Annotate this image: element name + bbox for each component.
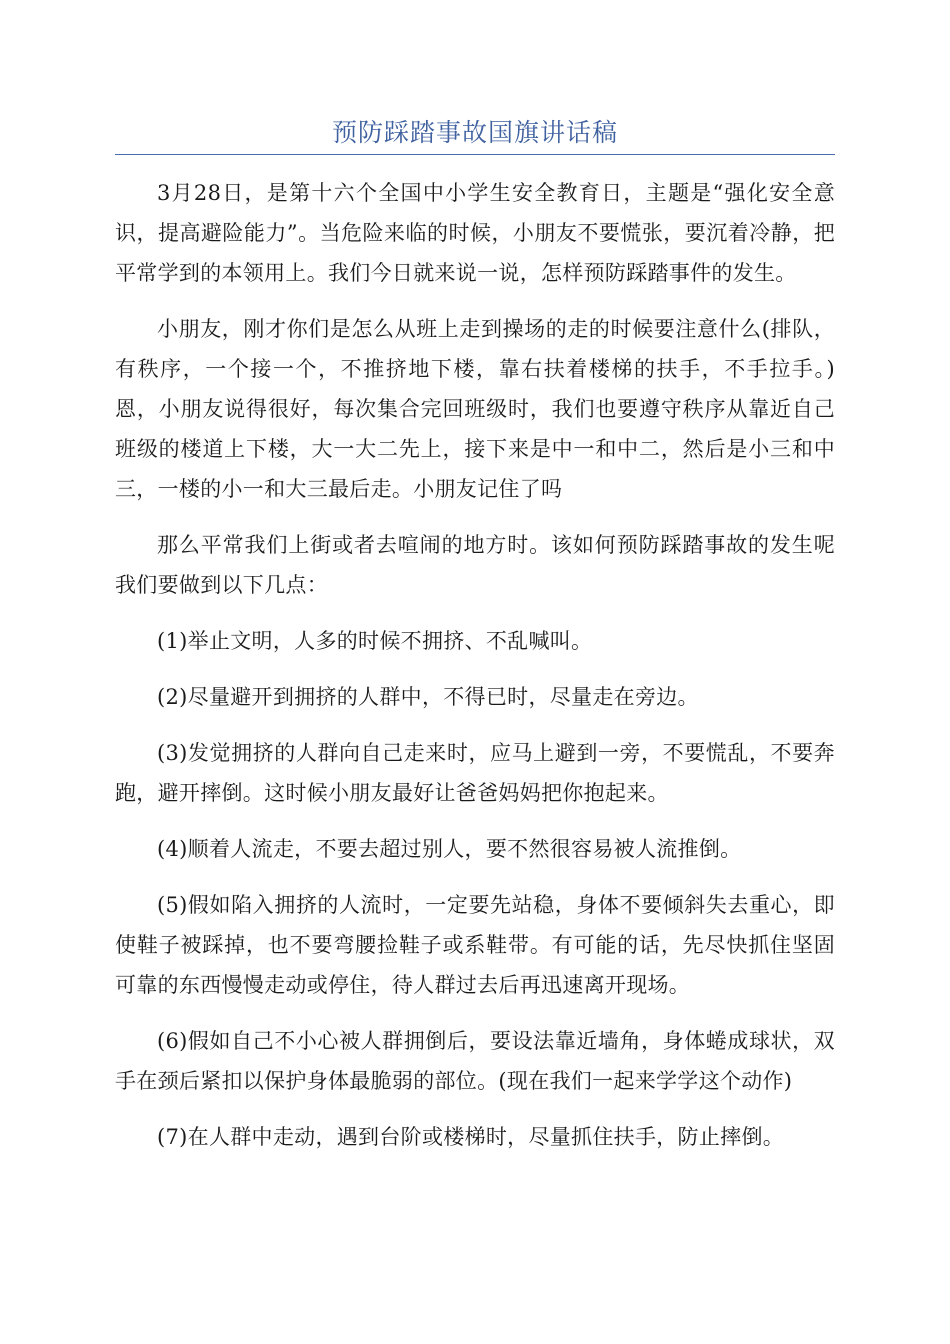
list-item-5: (5)假如陷入拥挤的人流时，一定要先站稳，身体不要倾斜失去重心，即使鞋子被踩掉，也不要弯腰捡鞋子或系鞋带。有可能的话，先尽快抓住坚固可靠的东西慢慢走动或停住，待人群过去后再迅速离开现场。: [115, 893, 835, 997]
title-underline: [115, 154, 835, 155]
list-item-7: (7)在人群中走动，遇到台阶或楼梯时，尽量抓住扶手，防止摔倒。: [157, 1125, 785, 1149]
paragraph-intro: 3月28日，是第十六个全国中小学生安全教育日，主题是“强化安全意识，提高避险能力”。当危险来临的时候，小朋友不要慌张，要沉着冷静，把平常学到的本领用上。我们今日就来说一说，怎样预防踩踏事件的发生。: [115, 181, 835, 285]
list-item-2: (2)尽量避开到拥挤的人群中，不得已时，尽量走在旁边。: [157, 685, 699, 709]
paragraph-how-to-prevent: 那么平常我们上街或者去喧闹的地方时。该如何预防踩踏事故的发生呢我们要做到以下几点：: [115, 533, 835, 597]
list-item-3: (3)发觉拥挤的人群向自己走来时，应马上避到一旁，不要慌乱，不要奔跑，避开摔倒。这时候小朋友最好让爸爸妈妈把你抱起来。: [115, 741, 835, 805]
document-body: [115, 173, 835, 1173]
paragraph-stairs: 小朋友，刚才你们是怎么从班上走到操场的走的时候要注意什么(排队，有秩序，一个接一个，不推挤地下楼，靠右扶着楼梯的扶手，不手拉手。)恩，小朋友说得很好，每次集合完回班级时，我们也要遵守秩序从靠近自己班级的楼道上下楼，大一大二先上，接下来是中一和中二，然后是小三和中三，一楼的小一和大三最后走。小朋友记住了吗: [115, 317, 835, 501]
document-title: 预防踩踏事故国旗讲话稿: [331, 118, 618, 147]
list-item-1: (1)举止文明，人多的时候不拥挤、不乱喊叫。: [157, 629, 593, 653]
list-item-4: (4)顺着人流走，不要去超过别人，要不然很容易被人流推倒。: [157, 837, 742, 861]
list-item-6: (6)假如自己不小心被人群拥倒后，要设法靠近墙角，身体蜷成球状，双手在颈后紧扣以保护身体最脆弱的部位。(现在我们一起来学学这个动作): [115, 1029, 835, 1093]
